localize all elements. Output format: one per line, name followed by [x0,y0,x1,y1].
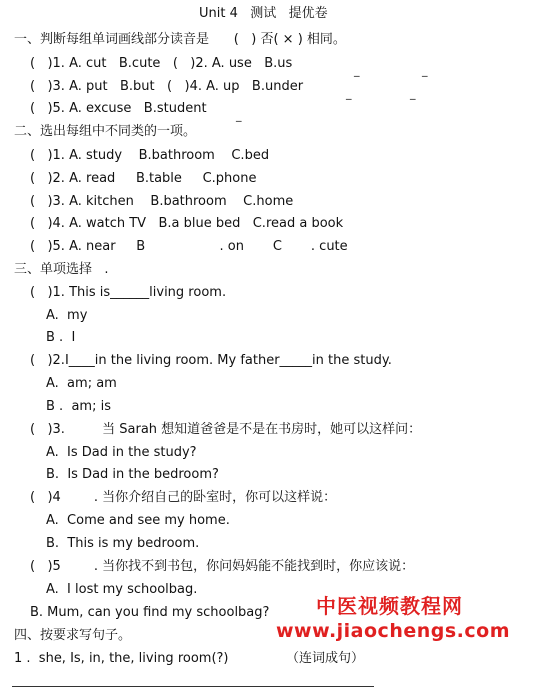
underline-mark: _ [236,109,242,122]
answer-option: B. Is Dad in the bedroom? [46,467,219,482]
answer-option: A. am; am [46,376,117,391]
question-line: ( )2. A. read B.table C.phone [30,171,257,186]
question-line: ( )1. This is______living room. [30,285,227,300]
answer-option: A. Is Dad in the study? [46,445,197,460]
watermark-url: www.jiaochengs.com [276,620,511,642]
page-title: Unit 4 测试 提优卷 [199,6,328,21]
question-line: ( )5 . 当你找不到书包，你问妈妈能不能找到时，你应该说： [30,559,415,574]
underline-mark: _ [422,64,428,77]
answer-option: B. Mum, can you find my schoolbag? [30,605,270,620]
question-line: ( )2.I____in the living room. My father_____in the study. [30,353,392,368]
underline-mark: _ [410,87,416,100]
question-line: ( )3. A. put B.but ( )4. A. up B.under [30,79,304,94]
question-line: ( )3. 当 Sarah 想知道爸爸是不是在书房时，她可以这样问： [30,422,422,437]
question-line: 1 . she, Is, in, the, living room(?) [14,651,229,666]
question-line: ( )1. A. cut B.cute ( )2. A. use B.us [30,56,293,71]
answer-line [12,686,374,687]
underline-mark: _ [354,64,360,77]
answer-option: A. my [46,308,88,323]
answer-option: B . am; is [46,399,111,414]
section-4-heading: 四、按要求写句子。 [14,628,132,643]
question-line: ( )3. A. kitchen B.bathroom C.home [30,194,294,209]
answer-option: A. I lost my schoolbag. [46,582,198,597]
question-line: ( )5. A. near B . on C . cute [30,239,348,254]
answer-option: B . I [46,330,76,345]
instruction-note: （连词成句） [286,651,365,666]
section-3-heading: 三、单项选择 . [14,262,109,277]
section-1-heading: 一、判断每组单词画线部分读音是 ( ) 否( × ) 相同。 [14,32,346,47]
question-line: ( )5. A. excuse B.student [30,101,207,116]
answer-option: A. Come and see my home. [46,513,230,528]
question-line: ( )4. A. watch TV B.a blue bed C.read a book [30,216,344,231]
question-line: ( )1. A. study B.bathroom C.bed [30,148,270,163]
watermark-name: 中医视频教程网 [316,594,463,618]
underline-mark: _ [346,87,352,100]
section-2-heading: 二、选出每组中不同类的一项。 [14,124,197,139]
question-line: ( )4 . 当你介绍自己的卧室时，你可以这样说： [30,490,337,505]
answer-option: B. This is my bedroom. [46,536,200,551]
